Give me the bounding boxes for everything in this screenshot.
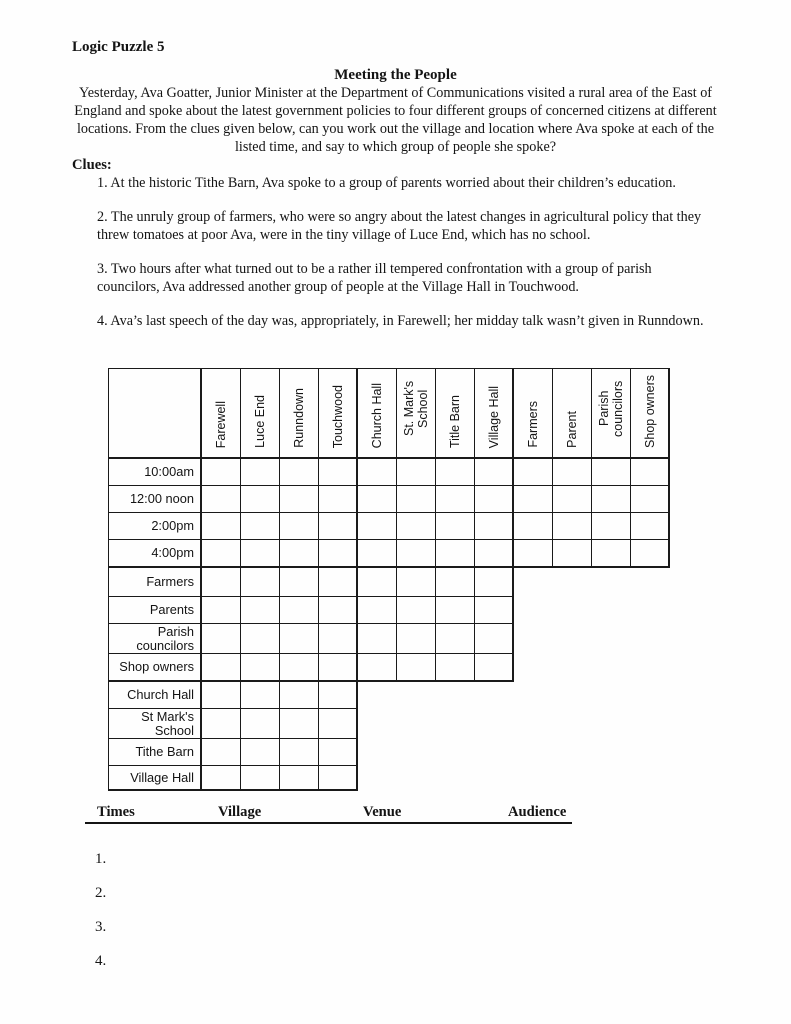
grid-column-header-text: St. Mark's School: [402, 380, 430, 437]
grid-column-header: [436, 369, 475, 459]
grid-cell: [241, 739, 280, 766]
grid-cell: [202, 654, 241, 682]
grid-row-label: [109, 624, 202, 654]
grid-column-header-text: Farewell: [214, 400, 228, 448]
grid-cell: [319, 568, 358, 597]
grid-cell: [553, 540, 592, 568]
grid-row-label-text: 4:00pm: [151, 545, 194, 560]
clue-item-4: 4. Ava’s last speech of the day was, appropriately, in Farewell; her midday talk wasn’t given in Runndown.: [97, 313, 704, 329]
answers-header-row: [85, 804, 572, 824]
clue-item-2: 2. The unruly group of farmers, who were so angry about the latest changes in agricultural policy that they threw tomatoes at poor Ava, were in the tiny village of Luce End, which has no school.: [97, 209, 702, 243]
grid-row-label-text: Farmers: [146, 574, 194, 589]
grid-cell: [553, 486, 592, 513]
answers-list: [95, 850, 106, 986]
grid-cell: [319, 766, 358, 791]
grid-row-label-text: Church Hall: [127, 687, 194, 702]
grid-cell: [631, 513, 670, 540]
answers-header-village: Village: [218, 804, 262, 820]
puzzle-number-heading: Logic Puzzle 5: [72, 39, 165, 55]
grid-cell: [280, 624, 319, 654]
intro-paragraph: Yesterday, Ava Goatter, Junior Minister at the Department of Communications visited a rural area of the East of England and spoke about the latest government policies to four different groups of concerned citizens at different locations. From the clues given below, can you work out the village and location where Ava spoke at each of the listed time, and say to which group of people she spoke?: [74, 85, 717, 155]
grid-cell: [319, 597, 358, 624]
grid-cell: [241, 486, 280, 513]
grid-cell: [280, 540, 319, 568]
grid-column-header: [592, 369, 631, 459]
grid-cell: [202, 540, 241, 568]
grid-row-label: [109, 739, 202, 766]
answers-header-audience: Audience: [508, 804, 567, 820]
grid-cell: [397, 568, 436, 597]
grid-cell: [319, 654, 358, 682]
grid-column-header-text: Shop owners: [642, 375, 657, 448]
grid-cell: [241, 682, 280, 709]
grid-cell: [514, 540, 553, 568]
grid-column-header-text: Luce End: [253, 395, 267, 448]
answer-item-4: 4.: [95, 953, 107, 969]
grid-cell: [475, 597, 514, 624]
grid-row-label: [109, 766, 202, 791]
grid-cell: [358, 654, 397, 682]
grid-column-header: [397, 369, 436, 459]
grid-cell: [280, 766, 319, 791]
grid-row-label: [109, 654, 202, 682]
grid-cell: [397, 654, 436, 682]
grid-cell: [280, 709, 319, 739]
grid-column-header-text: Touchwood: [330, 384, 345, 448]
grid-cell: [514, 513, 553, 540]
clue-item-1: 1. At the historic Tithe Barn, Ava spoke to a group of parents worried about their children’s education.: [97, 175, 676, 191]
grid-row-label-text: Shop owners: [119, 659, 194, 674]
grid-cell: [358, 540, 397, 568]
grid-cell: [241, 513, 280, 540]
grid-cell: [436, 513, 475, 540]
grid-cell: [592, 486, 631, 513]
grid-cell: [202, 459, 241, 486]
grid-cell: [436, 540, 475, 568]
grid-cell: [280, 597, 319, 624]
grid-cell: [475, 513, 514, 540]
grid-cell: [202, 513, 241, 540]
grid-row-label-text: 2:00pm: [151, 518, 194, 533]
grid-column-header-text: Church Hall: [370, 382, 384, 448]
grid-row-label: [109, 540, 202, 568]
grid-cell: [241, 459, 280, 486]
grid-row-label: [109, 486, 202, 513]
grid-cell: [514, 459, 553, 486]
grid-cell: [514, 486, 553, 513]
grid-corner-cell: [109, 369, 202, 459]
grid-cell: [475, 568, 514, 597]
grid-column-header-text: Parish councilors: [597, 380, 625, 437]
grid-column-header: [202, 369, 241, 459]
grid-cell: [319, 682, 358, 709]
grid-cell: [202, 709, 241, 739]
grid-cell: [436, 486, 475, 513]
grid-cell: [241, 568, 280, 597]
grid-cell: [319, 459, 358, 486]
grid-cell: [475, 654, 514, 682]
grid-row-label-text: 12:00 noon: [129, 491, 194, 506]
grid-cell: [436, 654, 475, 682]
grid-cell: [397, 513, 436, 540]
grid-column-header: [319, 369, 358, 459]
grid-cell: [358, 486, 397, 513]
grid-cell: [475, 459, 514, 486]
grid-cell: [202, 568, 241, 597]
grid-column-header-text: Village Hall: [486, 385, 501, 448]
grid-cell: [241, 709, 280, 739]
grid-row-label-text: Parish councilors: [136, 623, 194, 653]
grid-cell: [280, 486, 319, 513]
grid-cell: [592, 513, 631, 540]
grid-cell: [397, 597, 436, 624]
grid-cell: [319, 739, 358, 766]
clues-heading: Clues:: [72, 157, 112, 173]
grid-cell: [475, 540, 514, 568]
grid-row-label-text: 10:00am: [144, 464, 194, 479]
answer-item-3: 3.: [95, 919, 107, 935]
grid-column-header: [241, 369, 280, 459]
grid-cell: [202, 766, 241, 791]
grid-cell: [553, 513, 592, 540]
grid-column-header-text: Parent: [565, 411, 579, 448]
logic-grid: [108, 368, 670, 791]
grid-cell: [436, 624, 475, 654]
grid-cell: [358, 597, 397, 624]
grid-cell: [397, 459, 436, 486]
grid-cell: [280, 459, 319, 486]
answer-item-1: 1.: [95, 851, 107, 867]
grid-cell: [280, 682, 319, 709]
grid-cell: [280, 654, 319, 682]
puzzle-title: Meeting the People: [334, 67, 457, 83]
grid-cell: [319, 540, 358, 568]
grid-cell: [397, 540, 436, 568]
clue-item-3: 3. Two hours after what turned out to be a rather ill tempered confrontation with a group of parish councilors, Ava addressed another group of people at the Village Hall in Touchwood.: [97, 261, 652, 295]
grid-column-header-text: Title Barn: [448, 394, 462, 448]
grid-column-header: [631, 369, 670, 459]
answers-header-venue: Venue: [363, 804, 402, 820]
grid-cell: [631, 459, 670, 486]
grid-cell: [592, 540, 631, 568]
grid-cell: [202, 624, 241, 654]
grid-cell: [397, 624, 436, 654]
grid-cell: [436, 459, 475, 486]
grid-column-header: [514, 369, 553, 459]
grid-cell: [202, 486, 241, 513]
grid-cell: [475, 486, 514, 513]
grid-cell: [202, 597, 241, 624]
grid-cell: [241, 766, 280, 791]
grid-cell: [319, 513, 358, 540]
grid-column-header: [358, 369, 397, 459]
grid-cell: [241, 654, 280, 682]
grid-cell: [280, 568, 319, 597]
grid-cell: [436, 568, 475, 597]
grid-cell: [631, 486, 670, 513]
grid-cell: [631, 540, 670, 568]
grid-cell: [241, 624, 280, 654]
grid-cell: [280, 513, 319, 540]
grid-cell: [241, 597, 280, 624]
grid-cell: [319, 486, 358, 513]
grid-cell: [202, 739, 241, 766]
grid-row-label: [109, 709, 202, 739]
grid-column-header: [280, 369, 319, 459]
grid-row-label: [109, 682, 202, 709]
grid-row-label-text: Parents: [149, 602, 194, 617]
grid-row-label-text: St Mark's School: [141, 708, 194, 738]
grid-row-label: [109, 513, 202, 540]
grid-row-label: [109, 597, 202, 624]
document-content: [0, 0, 791, 330]
grid-cell: [592, 459, 631, 486]
grid-cell: [397, 486, 436, 513]
grid-cell: [202, 682, 241, 709]
grid-row-label-text: Tithe Barn: [135, 744, 194, 759]
grid-cell: [358, 513, 397, 540]
grid-cell: [436, 597, 475, 624]
grid-cell: [358, 624, 397, 654]
grid-column-header: [553, 369, 592, 459]
grid-row-label: [109, 459, 202, 486]
grid-column-header-text: Farmers: [526, 401, 540, 448]
grid-row-label-text: Village Hall: [130, 769, 194, 785]
grid-cell: [319, 709, 358, 739]
grid-row-label: [109, 568, 202, 597]
grid-cell: [319, 624, 358, 654]
grid-cell: [475, 624, 514, 654]
grid-column-header-text: Runndown: [292, 388, 306, 448]
grid-cell: [358, 459, 397, 486]
answers-header-times: Times: [97, 804, 135, 820]
grid-cell: [553, 459, 592, 486]
grid-cell: [358, 568, 397, 597]
grid-cell: [280, 739, 319, 766]
grid-column-header: [475, 369, 514, 459]
answer-item-2: 2.: [95, 885, 107, 901]
grid-cell: [241, 540, 280, 568]
